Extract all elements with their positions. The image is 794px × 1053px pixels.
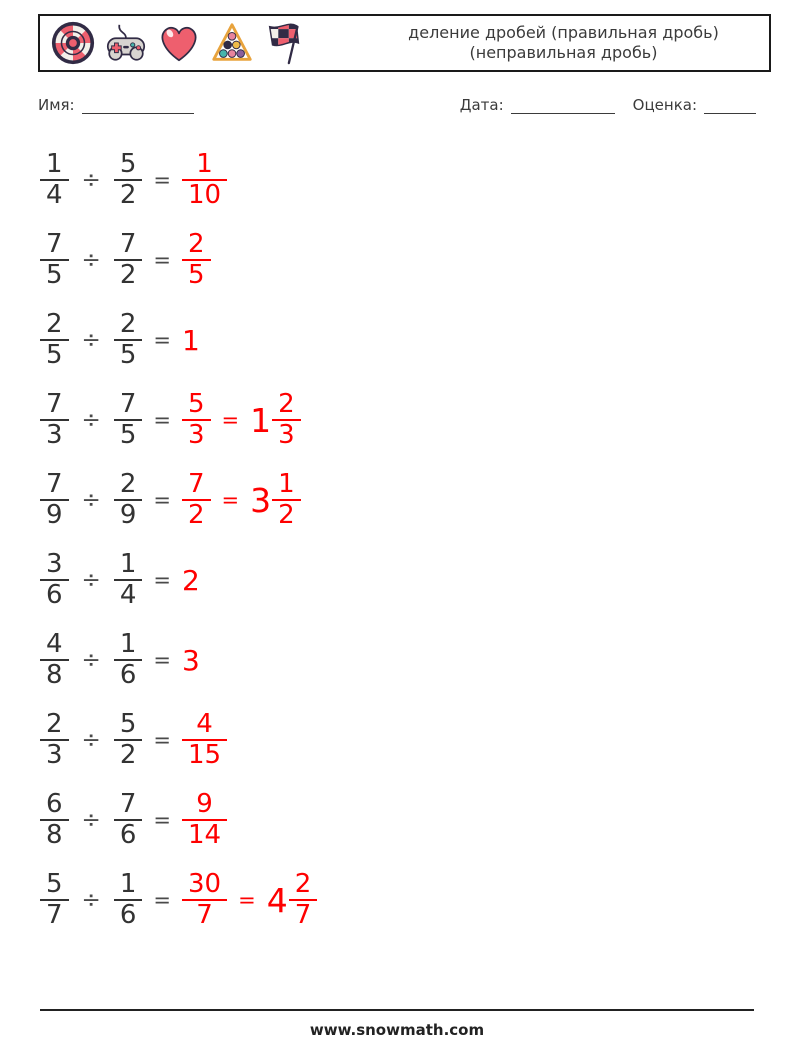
answer-fraction: [182, 150, 227, 210]
divisor-fraction: [114, 470, 143, 530]
dividend-fraction: [40, 230, 69, 290]
answer-denominator: 14: [187, 820, 222, 850]
grade-field: [633, 96, 756, 114]
mixed-fraction-part: [272, 390, 301, 450]
equals-sign: =: [153, 888, 171, 912]
mixed-number: [250, 470, 301, 530]
header-box: [38, 14, 771, 72]
divisor-numerator: 5: [114, 150, 143, 181]
divide-sign: ÷: [81, 407, 101, 433]
answer-numerator: 1: [182, 150, 227, 181]
divisor-fraction: [114, 230, 143, 290]
mixed-denominator: 7: [294, 900, 312, 930]
problem-row: [40, 140, 317, 220]
dividend-denominator: 9: [46, 500, 63, 530]
mixed-numerator: 1: [272, 470, 301, 501]
gamepad-icon: [103, 20, 149, 66]
grade-blank-line: [704, 98, 756, 114]
answer-mixed: [227, 870, 317, 930]
mixed-whole-part: 3: [250, 480, 272, 520]
equals-sign: =: [153, 328, 171, 352]
dividend-fraction: [40, 390, 69, 450]
equals-sign: =: [153, 408, 171, 432]
date-blank-line: [511, 98, 615, 114]
dividend-fraction: [40, 630, 69, 690]
fields-row: [38, 96, 756, 114]
footer: [40, 1009, 754, 1039]
answer-numerator: 9: [182, 790, 227, 821]
divisor-numerator: 5: [114, 710, 143, 741]
divide-sign: ÷: [81, 487, 101, 513]
answer-denominator: 10: [187, 180, 222, 210]
answer-fraction: [182, 470, 211, 530]
mixed-denominator: 3: [278, 420, 295, 450]
mixed-fraction-part: [272, 470, 301, 530]
equals-sign: =: [153, 648, 171, 672]
problems-list: [40, 140, 317, 940]
divisor-denominator: 2: [119, 740, 137, 770]
answer-numerator: 5: [182, 390, 211, 421]
divisor-denominator: 2: [119, 260, 137, 290]
problem-row: [40, 220, 317, 300]
divide-sign: ÷: [81, 807, 101, 833]
checkered-flag-icon: [262, 20, 308, 66]
divisor-fraction: [114, 390, 143, 450]
right-fields: [460, 96, 756, 114]
dividend-fraction: [40, 870, 69, 930]
divisor-denominator: 6: [119, 660, 137, 690]
mixed-whole-part: 4: [266, 880, 288, 920]
answer-denominator: 15: [187, 740, 222, 770]
mixed-numerator: 2: [289, 870, 318, 901]
mixed-equals-sign: =: [221, 408, 240, 432]
divisor-numerator: 1: [114, 630, 143, 661]
divisor-fraction: [114, 710, 143, 770]
grade-label: Оценка:: [632, 96, 697, 114]
dividend-denominator: 6: [46, 580, 63, 610]
answer-fraction: [182, 870, 227, 930]
equals-sign: =: [153, 488, 171, 512]
worksheet-title: [308, 23, 759, 63]
answer-numerator: 2: [182, 230, 211, 261]
name-field: [38, 96, 194, 114]
divisor-denominator: 5: [119, 420, 137, 450]
answer-numerator: 4: [182, 710, 227, 741]
divisor-numerator: 1: [114, 870, 143, 901]
dividend-fraction: [40, 470, 69, 530]
problem-row: [40, 540, 317, 620]
mixed-equals-sign: =: [238, 888, 256, 912]
divisor-fraction: [114, 150, 143, 210]
answer-whole: 3: [181, 643, 200, 677]
dividend-fraction: [40, 790, 69, 850]
answer-denominator: 3: [187, 420, 205, 450]
divide-sign: ÷: [81, 247, 101, 273]
dividend-denominator: 5: [46, 340, 63, 370]
answer-fraction: [182, 230, 211, 290]
answer-mixed: [211, 470, 301, 530]
answer-numerator: 30: [182, 870, 227, 901]
dividend-numerator: 6: [40, 790, 69, 821]
answer-fraction: [182, 390, 211, 450]
answer-denominator: 7: [196, 900, 213, 930]
date-label: Дата:: [459, 96, 504, 114]
answer-fraction: [182, 790, 227, 850]
billiards-rack-icon: [209, 20, 255, 66]
dividend-numerator: 7: [40, 230, 69, 261]
divisor-denominator: 9: [119, 500, 137, 530]
answer-fraction: [182, 710, 227, 770]
worksheet-title-line2: (неправильная дробь): [469, 43, 658, 62]
equals-sign: =: [153, 808, 171, 832]
heart-icon: [156, 20, 202, 66]
divisor-denominator: 2: [119, 180, 137, 210]
dividend-denominator: 7: [46, 900, 63, 930]
divisor-fraction: [114, 310, 143, 370]
dividend-fraction: [40, 710, 69, 770]
dividend-denominator: 3: [46, 740, 63, 770]
answer-whole: 2: [181, 563, 200, 597]
problem-row: [40, 780, 317, 860]
name-blank-line: [82, 98, 194, 114]
dividend-numerator: 1: [40, 150, 69, 181]
mixed-number: [267, 870, 318, 930]
answer-denominator: 2: [187, 500, 205, 530]
divisor-denominator: 6: [119, 900, 137, 930]
dartboard-icon: [50, 20, 96, 66]
divisor-numerator: 7: [114, 230, 143, 261]
mixed-number: [250, 390, 301, 450]
dividend-numerator: 5: [40, 870, 69, 901]
divisor-denominator: 4: [119, 580, 137, 610]
divisor-numerator: 1: [114, 550, 143, 581]
equals-sign: =: [153, 728, 171, 752]
answer-numerator: 7: [182, 470, 211, 501]
problem-row: [40, 460, 317, 540]
footer-site-url: www.snowmath.com: [309, 1021, 485, 1039]
divisor-denominator: 5: [119, 340, 137, 370]
divide-sign: ÷: [81, 727, 101, 753]
equals-sign: =: [153, 568, 171, 592]
dividend-numerator: 7: [40, 470, 69, 501]
problem-row: [40, 700, 317, 780]
problem-row: [40, 300, 317, 380]
mixed-denominator: 2: [278, 500, 295, 530]
worksheet-title-line1: деление дробей (правильная дробь): [408, 23, 719, 42]
dividend-fraction: [40, 150, 69, 210]
divisor-numerator: 7: [114, 390, 143, 421]
mixed-fraction-part: [289, 870, 318, 930]
answer-whole: 1: [181, 323, 200, 357]
divisor-fraction: [114, 790, 143, 850]
name-label: Имя:: [38, 96, 75, 114]
dividend-numerator: 2: [40, 710, 69, 741]
divisor-fraction: [114, 550, 143, 610]
divide-sign: ÷: [81, 567, 101, 593]
divide-sign: ÷: [81, 887, 101, 913]
dividend-denominator: 5: [46, 260, 63, 290]
problem-row: [40, 620, 317, 700]
divisor-numerator: 2: [114, 470, 143, 501]
problem-row: [40, 860, 317, 940]
divisor-fraction: [114, 630, 143, 690]
equals-sign: =: [153, 248, 171, 272]
answer-mixed: [211, 390, 301, 450]
problem-row: [40, 380, 317, 460]
dividend-fraction: [40, 310, 69, 370]
divide-sign: ÷: [81, 647, 101, 673]
dividend-numerator: 7: [40, 390, 69, 421]
dividend-numerator: 4: [40, 630, 69, 661]
dividend-fraction: [40, 550, 69, 610]
dividend-denominator: 8: [46, 820, 63, 850]
divisor-numerator: 2: [114, 310, 143, 341]
mixed-numerator: 2: [272, 390, 301, 421]
divisor-fraction: [114, 870, 143, 930]
mixed-whole-part: 1: [250, 400, 272, 440]
divisor-denominator: 6: [119, 820, 137, 850]
divisor-numerator: 7: [114, 790, 143, 821]
dividend-numerator: 2: [40, 310, 69, 341]
divide-sign: ÷: [81, 167, 101, 193]
header-icon-row: [50, 20, 308, 66]
mixed-equals-sign: =: [221, 488, 240, 512]
divide-sign: ÷: [81, 327, 101, 353]
date-field: [460, 96, 615, 114]
dividend-denominator: 3: [46, 420, 63, 450]
dividend-denominator: 4: [46, 180, 63, 210]
answer-denominator: 5: [187, 260, 205, 290]
dividend-denominator: 8: [46, 660, 63, 690]
equals-sign: =: [153, 168, 171, 192]
dividend-numerator: 3: [40, 550, 69, 581]
